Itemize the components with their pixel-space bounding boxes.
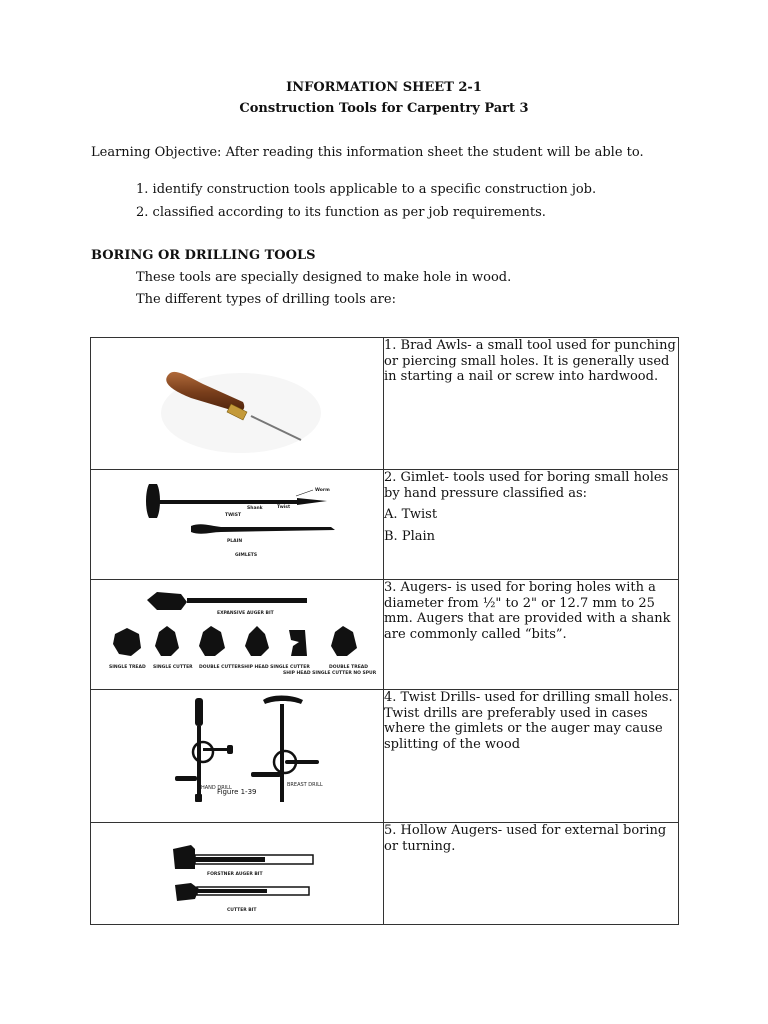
caption-single-tread: SINGLE TREAD: [109, 665, 146, 670]
brad-awl-text: 1. Brad Awls- a small tool used for punching or piercing small holes. It is generally used in starting a nail or screw into hardwood.: [384, 338, 676, 384]
image-cell: [91, 338, 384, 470]
learning-objective: Learning Objective: After reading this information sheet the student will be able to.: [91, 145, 644, 160]
auger-image: [91, 580, 383, 688]
twist-drill-text: 4. Twist Drills- used for drilling small holes. Twist drills are preferably used in cases where the gimlets or the auger may cause splitting of the wood: [384, 690, 673, 752]
image-cell: [91, 580, 384, 690]
twist-drill-image: [91, 690, 383, 821]
section-line-2: The different types of drilling tools are:: [136, 292, 396, 307]
page-title: INFORMATION SHEET 2-1: [286, 80, 482, 95]
gimlet-image: [91, 470, 383, 578]
hollow-auger-image: [91, 823, 383, 923]
objective-item-1: 1. identify construction tools applicable to a specific construction job.: [136, 182, 597, 197]
hollow-auger-text: 5. Hollow Augers- used for external boring or turning.: [384, 823, 667, 854]
section-heading: BORING OR DRILLING TOOLS: [91, 248, 316, 263]
gimlet-sub-a: A. Twist: [384, 507, 438, 522]
tool-description: [384, 823, 679, 925]
gimlet-sub-b: B. Plain: [384, 528, 436, 544]
page-subtitle: Construction Tools for Carpentry Part 3: [239, 101, 529, 116]
caption-worm: Worm: [315, 488, 330, 493]
caption-forstner: FORSTNER AUGER BIT: [207, 872, 263, 877]
table-row: [91, 470, 679, 580]
caption-cutter-bit: CUTTER BIT: [227, 908, 257, 913]
caption-ship-nospur: SHIP HEAD SINGLE CUTTER NO SPUR: [283, 671, 377, 676]
table-row: [91, 580, 679, 690]
tool-description: [384, 580, 679, 690]
caption-gimlets: GIMLETS: [235, 553, 258, 558]
tool-description: [384, 690, 679, 823]
caption-twist-part: Twist: [277, 505, 291, 510]
image-cell: [91, 470, 384, 580]
table-row: [91, 338, 679, 470]
caption-breast-drill: BREAST DRILL: [287, 782, 323, 788]
caption-figure: Figure 1-39: [217, 788, 257, 796]
caption-ship-single: SHIP HEAD SINGLE CUTTER: [241, 665, 310, 670]
caption-twist: TWIST: [225, 513, 242, 518]
auger-text: 3. Augers- is used for boring holes with a diameter from ½" to 2" or 12.7 mm to 25 mm. Augers that are provided with a shank are commonly called “bits”.: [384, 580, 671, 642]
caption-hand-drill: HAND DRILL: [201, 785, 232, 791]
image-cell: [91, 690, 384, 823]
table-row: [91, 690, 679, 823]
section-line-1: These tools are specially designed to make hole in wood.: [136, 270, 512, 285]
caption-plain: PLAIN: [227, 539, 243, 544]
image-cell: [91, 823, 384, 925]
table-row: [91, 823, 679, 925]
gimlet-text: 2. Gimlet- tools used for boring small holes by hand pressure classified as:: [384, 470, 669, 501]
caption-double-tread: DOUBLE TREAD: [329, 665, 368, 670]
caption-double-cutter: DOUBLE CUTTER: [199, 665, 241, 670]
tool-description: [384, 338, 679, 470]
caption-single-cutter: SINGLE CUTTER: [153, 665, 193, 670]
brad-awl-image: [91, 338, 383, 468]
caption-shank: Shank: [247, 506, 263, 511]
objective-item-2: 2. classified according to its function as per job requirements.: [136, 205, 546, 220]
caption-expansive: EXPANSIVE AUGER BIT: [217, 611, 274, 616]
tool-description: [384, 470, 679, 580]
tools-table: [90, 337, 679, 925]
